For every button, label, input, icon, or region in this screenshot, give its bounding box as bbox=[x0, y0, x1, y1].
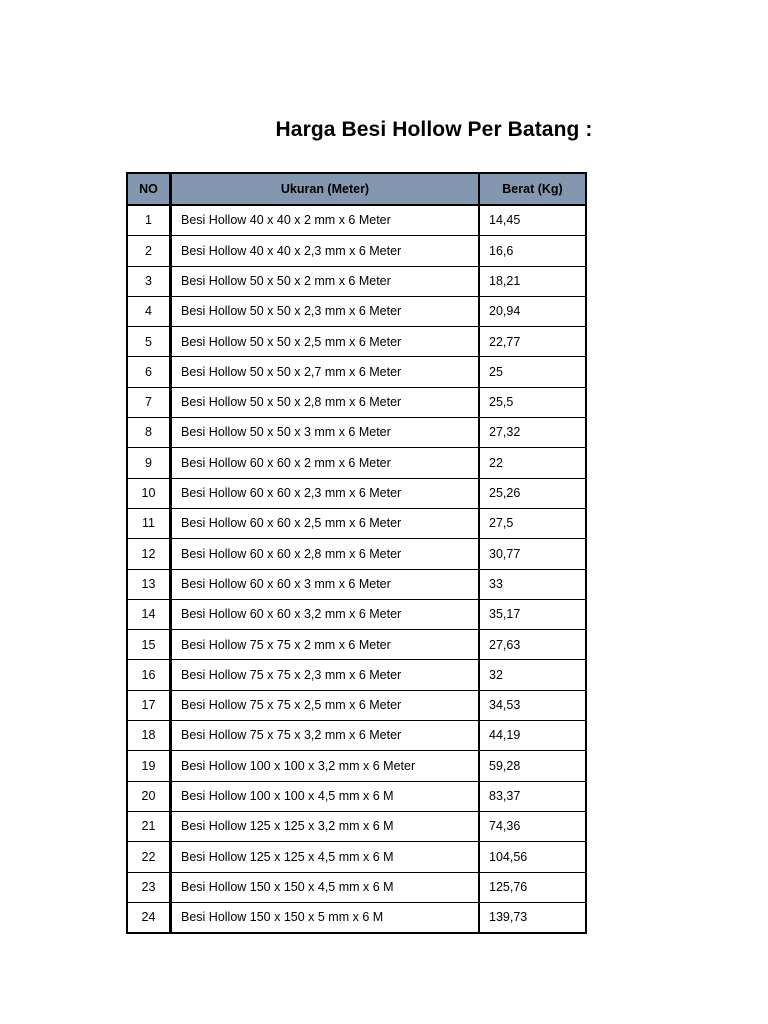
row-size-cell: Besi Hollow 150 x 150 x 5 mm x 6 M bbox=[171, 902, 480, 933]
row-size-cell: Besi Hollow 75 x 75 x 2,3 mm x 6 Meter bbox=[171, 660, 480, 690]
row-no-cell: 6 bbox=[127, 357, 171, 387]
header-no: NO bbox=[127, 173, 171, 205]
row-no-cell: 1 bbox=[127, 205, 171, 236]
table-row bbox=[127, 751, 586, 781]
table-row bbox=[127, 569, 586, 599]
row-weight-cell: 25 bbox=[479, 357, 586, 387]
table-row bbox=[127, 448, 586, 478]
row-weight-cell: 139,73 bbox=[479, 902, 586, 933]
row-weight-cell: 30,77 bbox=[479, 539, 586, 569]
price-table bbox=[126, 172, 587, 934]
row-size-cell: Besi Hollow 100 x 100 x 3,2 mm x 6 Meter bbox=[171, 751, 480, 781]
table-row bbox=[127, 842, 586, 872]
row-no-cell: 22 bbox=[127, 842, 171, 872]
row-weight-cell: 59,28 bbox=[479, 751, 586, 781]
page-title: Harga Besi Hollow Per Batang : bbox=[275, 118, 593, 141]
table-row bbox=[127, 296, 586, 326]
row-weight-cell: 27,5 bbox=[479, 508, 586, 538]
row-weight-cell: 25,26 bbox=[479, 478, 586, 508]
row-no-cell: 11 bbox=[127, 508, 171, 538]
table-row bbox=[127, 690, 586, 720]
row-weight-cell: 125,76 bbox=[479, 872, 586, 902]
table-row bbox=[127, 357, 586, 387]
row-weight-cell: 83,37 bbox=[479, 781, 586, 811]
row-size-cell: Besi Hollow 50 x 50 x 2,8 mm x 6 Meter bbox=[171, 387, 480, 417]
table-row bbox=[127, 781, 586, 811]
header-size: Ukuran (Meter) bbox=[171, 173, 480, 205]
row-size-cell: Besi Hollow 60 x 60 x 3,2 mm x 6 Meter bbox=[171, 599, 480, 629]
row-size-cell: Besi Hollow 60 x 60 x 2,3 mm x 6 Meter bbox=[171, 478, 480, 508]
table-row bbox=[127, 327, 586, 357]
row-size-cell: Besi Hollow 75 x 75 x 2,5 mm x 6 Meter bbox=[171, 690, 480, 720]
row-no-cell: 7 bbox=[127, 387, 171, 417]
row-weight-cell: 25,5 bbox=[479, 387, 586, 417]
row-no-cell: 17 bbox=[127, 690, 171, 720]
row-no-cell: 15 bbox=[127, 630, 171, 660]
row-no-cell: 21 bbox=[127, 811, 171, 841]
row-size-cell: Besi Hollow 60 x 60 x 2 mm x 6 Meter bbox=[171, 448, 480, 478]
table-row bbox=[127, 205, 586, 236]
row-no-cell: 8 bbox=[127, 418, 171, 448]
table-row bbox=[127, 721, 586, 751]
row-size-cell: Besi Hollow 50 x 50 x 2 mm x 6 Meter bbox=[171, 266, 480, 296]
row-no-cell: 12 bbox=[127, 539, 171, 569]
table-row bbox=[127, 660, 586, 690]
row-no-cell: 20 bbox=[127, 781, 171, 811]
row-weight-cell: 22,77 bbox=[479, 327, 586, 357]
row-size-cell: Besi Hollow 50 x 50 x 2,5 mm x 6 Meter bbox=[171, 327, 480, 357]
row-no-cell: 23 bbox=[127, 872, 171, 902]
row-weight-cell: 74,36 bbox=[479, 811, 586, 841]
row-weight-cell: 16,6 bbox=[479, 236, 586, 266]
row-no-cell: 2 bbox=[127, 236, 171, 266]
table-row bbox=[127, 872, 586, 902]
row-size-cell: Besi Hollow 125 x 125 x 3,2 mm x 6 M bbox=[171, 811, 480, 841]
row-weight-cell: 14,45 bbox=[479, 205, 586, 236]
table-header bbox=[127, 173, 586, 205]
row-no-cell: 3 bbox=[127, 266, 171, 296]
row-weight-cell: 22 bbox=[479, 448, 586, 478]
row-size-cell: Besi Hollow 60 x 60 x 3 mm x 6 Meter bbox=[171, 569, 480, 599]
row-size-cell: Besi Hollow 75 x 75 x 2 mm x 6 Meter bbox=[171, 630, 480, 660]
table-body bbox=[127, 205, 586, 933]
row-no-cell: 5 bbox=[127, 327, 171, 357]
row-size-cell: Besi Hollow 40 x 40 x 2 mm x 6 Meter bbox=[171, 205, 480, 236]
row-no-cell: 16 bbox=[127, 660, 171, 690]
row-weight-cell: 18,21 bbox=[479, 266, 586, 296]
header-weight: Berat (Kg) bbox=[479, 173, 586, 205]
row-no-cell: 24 bbox=[127, 902, 171, 933]
row-weight-cell: 34,53 bbox=[479, 690, 586, 720]
table-row bbox=[127, 630, 586, 660]
row-size-cell: Besi Hollow 60 x 60 x 2,5 mm x 6 Meter bbox=[171, 508, 480, 538]
row-weight-cell: 104,56 bbox=[479, 842, 586, 872]
table-row bbox=[127, 902, 586, 933]
row-no-cell: 19 bbox=[127, 751, 171, 781]
row-no-cell: 9 bbox=[127, 448, 171, 478]
table-row bbox=[127, 418, 586, 448]
table-row bbox=[127, 478, 586, 508]
row-weight-cell: 27,32 bbox=[479, 418, 586, 448]
row-no-cell: 10 bbox=[127, 478, 171, 508]
row-size-cell: Besi Hollow 100 x 100 x 4,5 mm x 6 M bbox=[171, 781, 480, 811]
header-row bbox=[127, 173, 586, 205]
row-no-cell: 18 bbox=[127, 721, 171, 751]
row-weight-cell: 27,63 bbox=[479, 630, 586, 660]
table-row bbox=[127, 599, 586, 629]
table-row bbox=[127, 387, 586, 417]
table-row bbox=[127, 508, 586, 538]
row-size-cell: Besi Hollow 40 x 40 x 2,3 mm x 6 Meter bbox=[171, 236, 480, 266]
row-size-cell: Besi Hollow 50 x 50 x 3 mm x 6 Meter bbox=[171, 418, 480, 448]
row-size-cell: Besi Hollow 125 x 125 x 4,5 mm x 6 M bbox=[171, 842, 480, 872]
table-row bbox=[127, 236, 586, 266]
row-size-cell: Besi Hollow 50 x 50 x 2,7 mm x 6 Meter bbox=[171, 357, 480, 387]
table-row bbox=[127, 811, 586, 841]
row-no-cell: 4 bbox=[127, 296, 171, 326]
table-row bbox=[127, 266, 586, 296]
row-no-cell: 14 bbox=[127, 599, 171, 629]
row-size-cell: Besi Hollow 60 x 60 x 2,8 mm x 6 Meter bbox=[171, 539, 480, 569]
row-size-cell: Besi Hollow 75 x 75 x 3,2 mm x 6 Meter bbox=[171, 721, 480, 751]
row-weight-cell: 20,94 bbox=[479, 296, 586, 326]
row-size-cell: Besi Hollow 150 x 150 x 4,5 mm x 6 M bbox=[171, 872, 480, 902]
row-weight-cell: 35,17 bbox=[479, 599, 586, 629]
row-weight-cell: 33 bbox=[479, 569, 586, 599]
row-weight-cell: 32 bbox=[479, 660, 586, 690]
price-table-container bbox=[126, 172, 587, 934]
row-no-cell: 13 bbox=[127, 569, 171, 599]
row-weight-cell: 44,19 bbox=[479, 721, 586, 751]
table-row bbox=[127, 539, 586, 569]
row-size-cell: Besi Hollow 50 x 50 x 2,3 mm x 6 Meter bbox=[171, 296, 480, 326]
